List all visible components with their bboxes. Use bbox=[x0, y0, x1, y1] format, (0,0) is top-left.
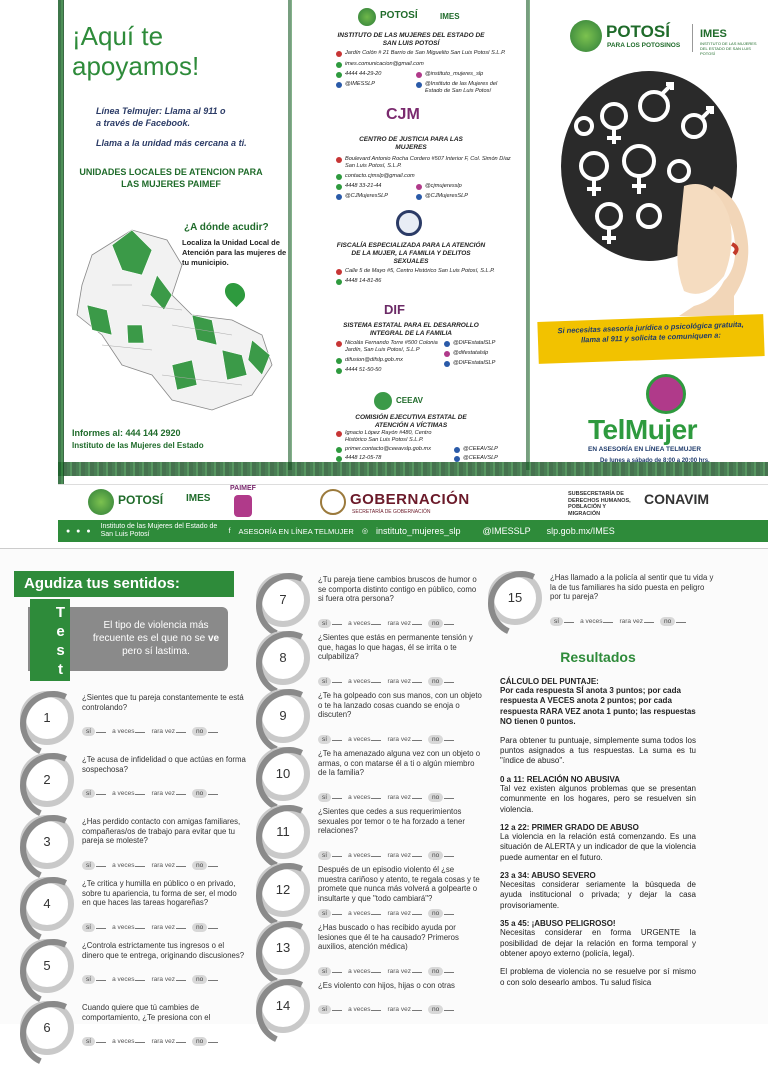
answer-options bbox=[82, 861, 218, 870]
footer-ig-link[interactable]: instituto_mujeres_slp bbox=[375, 526, 461, 536]
inst1-twitter: @IMESSLP bbox=[336, 81, 408, 88]
option-rara-vez[interactable]: rara vez bbox=[151, 924, 185, 931]
inst1-address: Jardín Colón # 21 Barrio de San Miguelito San Luis Potosí S.L.P. bbox=[336, 50, 516, 57]
where-title: ¿A dónde acudir? bbox=[184, 222, 269, 233]
option-rara-vez[interactable]: rara vez bbox=[387, 968, 421, 975]
telmujer-headset-icon bbox=[646, 374, 686, 414]
option-rara-vez[interactable]: rara vez bbox=[387, 620, 421, 627]
question-9 bbox=[236, 683, 486, 747]
potosi-footer: POTOSÍ bbox=[118, 493, 164, 507]
question-number: 1 bbox=[43, 710, 51, 725]
option-a-veces[interactable]: a veces bbox=[348, 968, 381, 975]
option-rara-vez[interactable]: rara vez bbox=[151, 790, 185, 797]
asesoria-banner-text: Si necesitas asesoría jurídica o psicológica gratuita, llama al 911 y solicita te comuniquen a: bbox=[557, 319, 744, 345]
answer-options bbox=[318, 1005, 454, 1014]
option-si[interactable]: sí bbox=[318, 909, 342, 918]
subsecretaria-footer: SUBSECRETARÍA DE DERECHOS HUMANOS, POBLACIÓN Y MIGRACIÓN bbox=[568, 491, 631, 517]
sum-text: Para obtener tu puntuaje, simplemente suma todos los puntos asignados a tus respuestas. La suma es tu "índice de abuso". bbox=[500, 735, 696, 766]
option-rara-vez[interactable]: rara vez bbox=[151, 728, 185, 735]
r3-text: Necesitas considerar seriamente la búsqueda de ayuda institucional o privada; y dejar la casa provisoriamente. bbox=[500, 880, 696, 910]
question-4 bbox=[0, 871, 250, 935]
where-text: Localiza la Unidad Local de Atención para las mujeres de tu municipio. bbox=[182, 238, 287, 267]
option-si[interactable]: sí bbox=[318, 735, 342, 744]
option-a-veces[interactable]: a veces bbox=[348, 910, 381, 917]
question-text: ¿Te ha amenazado alguna vez con un objeto o armas, o con matarse él a ti o algún miembro de la familia? bbox=[318, 749, 481, 777]
answer-options bbox=[82, 727, 218, 736]
option-si[interactable]: sí bbox=[82, 975, 106, 984]
logo-divider bbox=[692, 24, 693, 52]
inst4-facebook: @DIFEstatalSLP bbox=[444, 360, 516, 367]
option-rara-vez[interactable]: rara vez bbox=[619, 618, 653, 625]
inst4-phone: 4444 51-50-50 bbox=[336, 367, 438, 374]
question-2 bbox=[0, 747, 250, 811]
option-a-veces[interactable]: a veces bbox=[112, 728, 145, 735]
imes-sub: INSTITUTO DE LAS MUJERES DEL ESTADO DE SAN LUIS POTOSÍ bbox=[700, 41, 757, 56]
option-rara-vez[interactable]: rara vez bbox=[151, 862, 185, 869]
inst5-phone: 4448 12-05-78 bbox=[336, 455, 448, 462]
question-text: ¿Has buscado o has recibido ayuda por lesiones que él te ha causado? Primeros auxilios, atención médica) bbox=[318, 923, 459, 951]
test-intro: El tipo de violencia más frecuente es el que no se ve pero sí lastima. bbox=[92, 620, 220, 657]
question-number: 2 bbox=[43, 772, 51, 787]
inst2-name: CENTRO DE JUSTICIA PARA LAS MUJERES bbox=[359, 136, 463, 152]
footer-institute: Instituto de las Mujeres del Estado de San Luis Potosí bbox=[100, 523, 218, 538]
option-si[interactable]: sí bbox=[318, 851, 342, 860]
imes-wordmark: IMES bbox=[700, 28, 727, 40]
option-si[interactable]: sí bbox=[82, 923, 106, 932]
footer-web-link[interactable]: slp.gob.mx/IMES bbox=[546, 526, 615, 536]
option-rara-vez[interactable]: rara vez bbox=[387, 852, 421, 859]
footer-fb-link[interactable]: ASESORÍA EN LÍNEA TELMUJER bbox=[238, 526, 354, 536]
option-no[interactable]: no bbox=[428, 967, 454, 976]
inst4-email: difusion@difslp.gob.mx bbox=[336, 357, 438, 364]
question-13 bbox=[236, 915, 486, 979]
test-title: Agudiza tus sentidos: bbox=[24, 575, 180, 592]
inst5-address: Ignacio López Rayón #480, Centro Histórico San Luis Potosí S.L.P. bbox=[336, 430, 448, 444]
ceeav-logo-icon bbox=[374, 392, 392, 410]
question-number: 8 bbox=[279, 650, 287, 665]
hours: De lunes a sábado de 8:00 a 20:00 hrs. bbox=[600, 458, 710, 464]
footer-handle[interactable]: @IMESSLP bbox=[482, 526, 531, 536]
option-si[interactable]: sí bbox=[550, 617, 574, 626]
option-no[interactable]: no bbox=[660, 617, 686, 626]
option-si[interactable]: sí bbox=[318, 677, 342, 686]
option-a-veces[interactable]: a veces bbox=[112, 976, 145, 983]
imes-footer: IMES bbox=[186, 493, 211, 504]
option-si[interactable]: sí bbox=[318, 619, 342, 628]
option-rara-vez[interactable]: rara vez bbox=[387, 736, 421, 743]
question-text: ¿Sientes que cedes a sus requerimientos sexuales por temor o te ha forzado a tener relaciones? bbox=[318, 807, 465, 835]
inst2-facebook: @CJMujeresSLP bbox=[416, 193, 516, 200]
fiscalia-seal-icon bbox=[396, 210, 422, 236]
option-no[interactable]: no bbox=[428, 909, 454, 918]
footer-bar bbox=[58, 520, 768, 542]
question-number: 11 bbox=[276, 824, 290, 839]
option-si[interactable]: sí bbox=[318, 967, 342, 976]
results-title: Resultados bbox=[560, 649, 636, 665]
inst5-twitter: @CEEAVSLP bbox=[454, 446, 514, 453]
inst3-name: FISCALÍA ESPECIALIZADA PARA LA ATENCIÓN DE LA MUJER, LA FAMILIA Y DELITOS SEXUALES bbox=[336, 242, 486, 266]
inst3-address: Calle 5 de Mayo #5, Centro Histórico San Luis Potosí, S.L.P. bbox=[336, 268, 516, 275]
r4-title: 35 a 45: ¡ABUSO PELIGROSO! bbox=[500, 919, 616, 929]
panel-left bbox=[66, 10, 288, 462]
imes-wordmark-small: IMES bbox=[440, 12, 460, 21]
option-a-veces[interactable]: a veces bbox=[112, 1038, 145, 1045]
telmujer-wordmark: TelMujer bbox=[588, 414, 698, 445]
question-number: 3 bbox=[43, 834, 51, 849]
telmujer-line1: Línea Telmujer: Llama al 911 o bbox=[96, 106, 226, 116]
inst2-instagram: @cjmujeresslp bbox=[416, 183, 516, 190]
cjm-logo: CJM bbox=[386, 106, 420, 123]
gobernacion-sub: SECRETARÍA DE GOBERNACIÓN bbox=[352, 509, 431, 515]
inst1-facebook: @Instituto de las Mujeres del Estado de San Luis Potosí bbox=[416, 81, 516, 95]
r1-title: 0 a 11: RELACIÓN NO ABUSIVA bbox=[500, 774, 621, 784]
option-si[interactable]: sí bbox=[82, 727, 106, 736]
potosi-logo-small bbox=[358, 8, 376, 26]
units-title: UNIDADES LOCALES DE ATENCION PARA LAS MUJERES PAIMEF bbox=[79, 167, 263, 190]
question-text: ¿Te critica y humilla en público o en privado, sobre tu apariencia, tu forma de ser, el modo en que haces las tareas hogareñas? bbox=[82, 879, 237, 907]
question-number: 7 bbox=[279, 592, 287, 607]
r3-title: 23 a 34: ABUSO SEVERO bbox=[500, 871, 596, 881]
option-no[interactable]: no bbox=[192, 789, 218, 798]
question-text: ¿Controla estrictamente tus ingresos o el dinero que te entrega, originando discusiones? bbox=[82, 941, 245, 960]
option-rara-vez[interactable]: rara vez bbox=[387, 794, 421, 801]
dif-logo: DIF bbox=[384, 302, 405, 317]
r2-text: La violencia en la relación está comenzando. Es una situación de ALERTA y un indicador de que la violencia puede aumentar en el futuro. bbox=[500, 831, 696, 862]
info-line1: Informes al: 444 144 2920 bbox=[72, 428, 181, 438]
option-si[interactable]: sí bbox=[82, 861, 106, 870]
inst2-phone: 4448 33-21-44 bbox=[336, 183, 408, 190]
asesoria-banner bbox=[537, 314, 764, 364]
question-11 bbox=[236, 799, 486, 863]
footer-logos bbox=[58, 484, 768, 520]
question-1 bbox=[0, 685, 250, 749]
option-no[interactable]: no bbox=[192, 1037, 218, 1046]
question-text: ¿Te acusa de infidelidad o que actúas en forma sospechosa? bbox=[82, 755, 246, 774]
potosi-logo-footer bbox=[88, 489, 114, 515]
headline: ¡Aquí te apoyamos! bbox=[72, 21, 200, 81]
question-14 bbox=[236, 973, 486, 1037]
results-panel bbox=[500, 649, 696, 988]
r5-text: El problema de violencia no se resuelve por sí mismo o con solo desearlo ambos. Tu salud física bbox=[500, 967, 696, 987]
inst4-address: Nicolás Fernando Torre #500 Colonia Jardín, San Luis Potosí, S.L.P bbox=[336, 340, 438, 354]
option-a-veces[interactable]: a veces bbox=[580, 618, 613, 625]
inst4-twitter: @DIFEstatalSLP bbox=[444, 340, 516, 347]
potosi-logo bbox=[570, 20, 602, 52]
question-10 bbox=[236, 741, 486, 805]
gob-seal-icon bbox=[320, 489, 346, 515]
inst5-email: primer.contacto@ceeavslp.gob.mx bbox=[336, 446, 448, 453]
question-number: 10 bbox=[275, 766, 291, 781]
potosi-wordmark-small: POTOSÍ bbox=[380, 10, 418, 21]
nearest-unit: Llama a la unidad más cercana a ti. bbox=[96, 138, 247, 148]
inst1-instagram: @instituto_mujeres_slp bbox=[416, 71, 516, 78]
info-line2: Instituto de las Mujeres del Estado bbox=[72, 441, 204, 450]
inst3-phone: 4448 14-81-86 bbox=[336, 278, 516, 285]
option-rara-vez[interactable]: rara vez bbox=[387, 678, 421, 685]
conavim-footer: CONAVIM bbox=[644, 491, 710, 507]
calc-text: Por cada respuesta SÍ anota 3 puntos; por cada respuesta A VECES anota 2 puntos; por cada respuesta RARA VEZ anota 1 punto; las respuestas NO tienen 0 puntos. bbox=[500, 686, 696, 727]
inst1-email: imes.comunicacion@gmail.com bbox=[336, 61, 516, 68]
option-si[interactable]: sí bbox=[82, 1037, 106, 1046]
instagram-icon: ◎ bbox=[361, 528, 368, 535]
r1-text: Tal vez existen algunos problemas que se presentan comunmente en los hogares, pero se resuelven sin violencia. bbox=[500, 783, 696, 814]
circuit-edge-left bbox=[58, 0, 64, 490]
potosi-sub: PARA LOS POTOSINOS bbox=[607, 42, 681, 49]
option-no[interactable]: no bbox=[192, 861, 218, 870]
woman-illustration bbox=[554, 66, 754, 316]
questions-col3 bbox=[468, 565, 723, 635]
inst5-name: COMISIÓN EJECUTIVA ESTATAL DE ATENCIÓN A VÍCTIMAS bbox=[355, 414, 467, 430]
question-text: Después de un episodio violento él ¿se muestra cariñoso y atento, te regala cosas y te promete que nunca más volverá a golpearte o insultarte y que "todo cambiará"? bbox=[318, 865, 480, 903]
option-no[interactable]: no bbox=[428, 1005, 454, 1014]
inst1-phone: 4444 44-29-20 bbox=[336, 71, 408, 78]
inst5-facebook: @CEEAVSLP bbox=[454, 455, 514, 462]
question-text: ¿Sientes que estás en permanente tensión y que, hagas lo que hagas, él se irrita o te culpabiliza? bbox=[318, 633, 473, 661]
answer-options bbox=[82, 789, 218, 798]
test-title-bar bbox=[14, 571, 234, 597]
option-rara-vez[interactable]: rara vez bbox=[387, 1006, 421, 1013]
option-rara-vez[interactable]: rara vez bbox=[151, 976, 185, 983]
question-15 bbox=[468, 565, 718, 629]
option-no[interactable]: no bbox=[192, 727, 218, 736]
option-a-veces[interactable]: a veces bbox=[112, 862, 145, 869]
option-no[interactable]: no bbox=[428, 793, 454, 802]
question-number: 6 bbox=[43, 1020, 51, 1035]
option-a-veces[interactable]: a veces bbox=[112, 790, 145, 797]
inst1-name: INSTITUTO DE LAS MUJERES DEL ESTADO DE SAN LUIS POTOSÍ bbox=[337, 32, 485, 48]
inst4-name: SISTEMA ESTATAL PARA EL DESARROLLO INTEGRAL DE LA FAMILIA bbox=[343, 322, 479, 338]
question-6 bbox=[0, 995, 250, 1059]
option-no[interactable]: no bbox=[428, 619, 454, 628]
panel-middle bbox=[296, 6, 524, 462]
question-5 bbox=[0, 933, 250, 997]
question-text: ¿Tu pareja tiene cambios bruscos de humor o se comporta distinto contigo en público, como si fuera otra persona? bbox=[318, 575, 477, 603]
test-badge: Test bbox=[30, 599, 70, 681]
option-a-veces[interactable]: a veces bbox=[348, 736, 381, 743]
option-si[interactable]: sí bbox=[82, 789, 106, 798]
question-text: ¿Es violento con hijos, hijas o con otras bbox=[318, 981, 455, 990]
calc-title: CÁLCULO DEL PUNTAJE: bbox=[500, 677, 599, 686]
option-a-veces[interactable]: a veces bbox=[348, 620, 381, 627]
option-si[interactable]: sí bbox=[318, 793, 342, 802]
question-number: 4 bbox=[43, 896, 51, 911]
footer-social-icons: ● ● ● bbox=[66, 527, 93, 535]
telmujer-sub: EN ASESORÍA EN LÍNEA TELMUJER bbox=[588, 446, 702, 453]
option-a-veces[interactable]: a veces bbox=[348, 1006, 381, 1013]
questions-col1 bbox=[0, 685, 255, 1045]
question-number: 12 bbox=[275, 882, 291, 897]
question-number: 13 bbox=[275, 940, 291, 955]
question-text: ¿Sientes que tu pareja constantemente te está controlando? bbox=[82, 693, 244, 712]
question-3 bbox=[0, 809, 250, 873]
question-text: Cuando quiere que tú cambies de comportamiento, ¿Te presiona con el bbox=[82, 1003, 211, 1022]
r4-text: Necesitas considerar en forma URGENTE la posibilidad de dejar la relación en forma temporal y obtener apoyo externo (policía, legal). bbox=[500, 928, 696, 959]
circuit-edge-mid1 bbox=[288, 0, 292, 470]
answer-options bbox=[550, 617, 686, 626]
option-no[interactable]: no bbox=[192, 923, 218, 932]
answer-options bbox=[82, 1037, 218, 1046]
option-no[interactable]: no bbox=[428, 851, 454, 860]
option-no[interactable]: no bbox=[428, 677, 454, 686]
paimef-emblem-icon bbox=[234, 495, 252, 517]
telmujer-line2: a través de Facebook. bbox=[96, 118, 191, 128]
question-12 bbox=[236, 857, 486, 921]
answer-options bbox=[82, 923, 218, 932]
paimef-footer: PAIMEF bbox=[230, 485, 256, 492]
option-si[interactable]: sí bbox=[318, 1005, 342, 1014]
question-text: ¿Te ha golpeado con sus manos, con un objeto o te ha lanzado cosas cuando se enoja o discuten? bbox=[318, 691, 482, 719]
inst2-address: Boulevard Antonio Rocha Cordero #507 Interior F, Col. Simón Díaz San Luis Potosí, S.L.P. bbox=[336, 156, 516, 170]
r2-title: 12 a 22: PRIMER GRADO DE ABUSO bbox=[500, 822, 639, 832]
option-a-veces[interactable]: a veces bbox=[348, 794, 381, 801]
potosi-wordmark: POTOSÍ bbox=[606, 22, 670, 41]
test-page bbox=[0, 548, 768, 1045]
question-number: 15 bbox=[507, 590, 523, 605]
question-text: ¿Has llamado a la policía al sentir que tu vida y la de tus familiares ha sido puesta en peligro por tu pareja? bbox=[550, 573, 714, 601]
option-rara-vez[interactable]: rara vez bbox=[151, 1038, 185, 1045]
gobernacion-footer: GOBERNACIÓN bbox=[350, 491, 470, 508]
question-number: 5 bbox=[43, 958, 51, 973]
inst2-email: contacto.cjmslp@gmail.com bbox=[336, 173, 516, 180]
panel-right bbox=[530, 6, 768, 466]
option-no[interactable]: no bbox=[428, 735, 454, 744]
ceeav-logo: CEEAV bbox=[396, 396, 423, 405]
inst4-instagram: @difestatalslp bbox=[444, 350, 516, 357]
inst2-twitter: @CJMujeresSLP bbox=[336, 193, 408, 200]
question-number: 9 bbox=[279, 708, 287, 723]
option-rara-vez[interactable]: rara vez bbox=[387, 910, 421, 917]
question-7 bbox=[236, 567, 486, 631]
option-a-veces[interactable]: a veces bbox=[348, 678, 381, 685]
option-a-veces[interactable]: a veces bbox=[112, 924, 145, 931]
answer-options bbox=[82, 975, 218, 984]
question-text: ¿Has perdido contacto con amigas familiares, compañeras/os de trabajo para evitar que tu pareja se moleste? bbox=[82, 817, 241, 845]
question-number: 14 bbox=[275, 998, 291, 1013]
questions-col2 bbox=[236, 567, 491, 1027]
option-no[interactable]: no bbox=[192, 975, 218, 984]
option-a-veces[interactable]: a veces bbox=[348, 852, 381, 859]
question-8 bbox=[236, 625, 486, 689]
facebook-icon: f bbox=[228, 527, 231, 535]
